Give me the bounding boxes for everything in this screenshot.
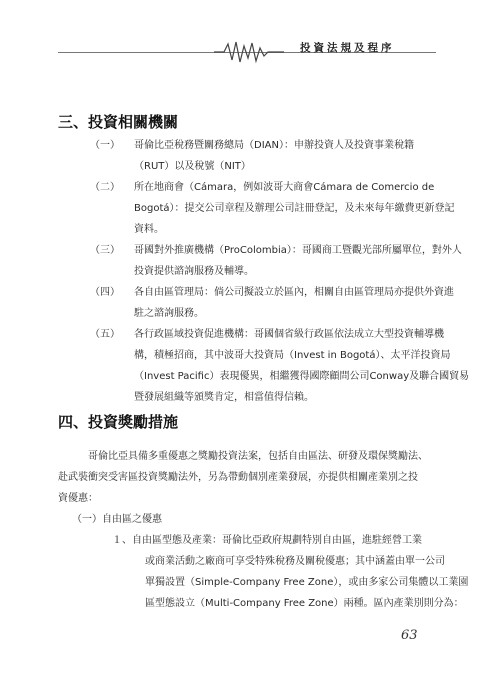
point-line: 區型態設立（Multi-Company Free Zone）兩種。區內產業別則分為： xyxy=(145,598,464,609)
intro-line: 資優惠： xyxy=(58,493,98,504)
subsection-heading: （一）自由區之優惠 xyxy=(72,514,162,525)
intro-line: 赴武裝衝突受害區投資獎勵法外，另為帶動個別產業發展，亦提供相關產業別之投 xyxy=(58,472,418,483)
item-number: （五） xyxy=(90,329,120,340)
page-number: 63 xyxy=(401,628,418,643)
section-3-heading: 三、投資相關機關 xyxy=(58,113,179,131)
item-text-line: 哥國對外推廣機構（ProColombia）：哥國商工暨觀光部所屬單位，對外人 xyxy=(134,245,462,256)
point-line: １、自由區型態及產業：哥倫比亞政府規劃特別自由區，進駐經營工業 xyxy=(112,535,422,546)
heartbeat-wave-icon xyxy=(214,40,284,64)
item-text-line: 所在地商會（Cámara，例如波哥大商會Cámara de Comercio de xyxy=(134,182,435,193)
item-text-line: 暨發展組織等頒獎肯定，相當值得信賴。 xyxy=(134,392,314,403)
item-text-line: 構，積極招商，其中波哥大投資局（Invest in Bogotá）、太平洋投資局 xyxy=(134,350,451,361)
item-number: （三） xyxy=(90,245,120,256)
item-text-line: 哥倫比亞稅務暨關務總局（DIAN）：申辦投資人及投資事業稅籍 xyxy=(134,140,414,151)
item-text-line: （Invest Pacific）表現優異，相繼獲得國際顧問公司Conway及聯合國貿易 xyxy=(134,371,470,382)
point-line: 或商業活動之廠商可享受特殊稅務及關稅優惠；其中涵蓋由單一公司 xyxy=(145,556,445,567)
header-title: 投資法規及程序 xyxy=(300,42,395,54)
item-text-line: （RUT）以及稅號（NIT） xyxy=(134,161,251,172)
item-text-line: 投資提供諮詢服務及輔導。 xyxy=(134,266,254,277)
item-text-line: 各行政區域投資促進機構：哥國個省級行政區依法成立大型投資輔導機 xyxy=(134,329,444,340)
item-number: （一） xyxy=(90,140,120,151)
item-text-line: 駐之諮詢服務。 xyxy=(134,308,204,319)
item-text-line: Bogotá）：提交公司章程及辦理公司註冊登記，及未來每年繳費更新登記 xyxy=(134,203,455,214)
item-number: （四） xyxy=(90,287,120,298)
section-4-heading: 四、投資獎勵措施 xyxy=(58,413,179,431)
item-text-line: 資料。 xyxy=(134,224,164,235)
point-line: 單獨設置（Simple-Company Free Zone），或由多家公司集體以工業園 xyxy=(145,577,469,588)
intro-line: 哥倫比亞具備多重優惠之獎勵投資法案，包括自由區法、研發及環保獎勵法、 xyxy=(88,451,428,462)
item-text-line: 各自由區管理局：倘公司擬設立於區內，相關自由區管理局亦提供外資進 xyxy=(134,287,454,298)
item-number: （二） xyxy=(90,182,120,193)
